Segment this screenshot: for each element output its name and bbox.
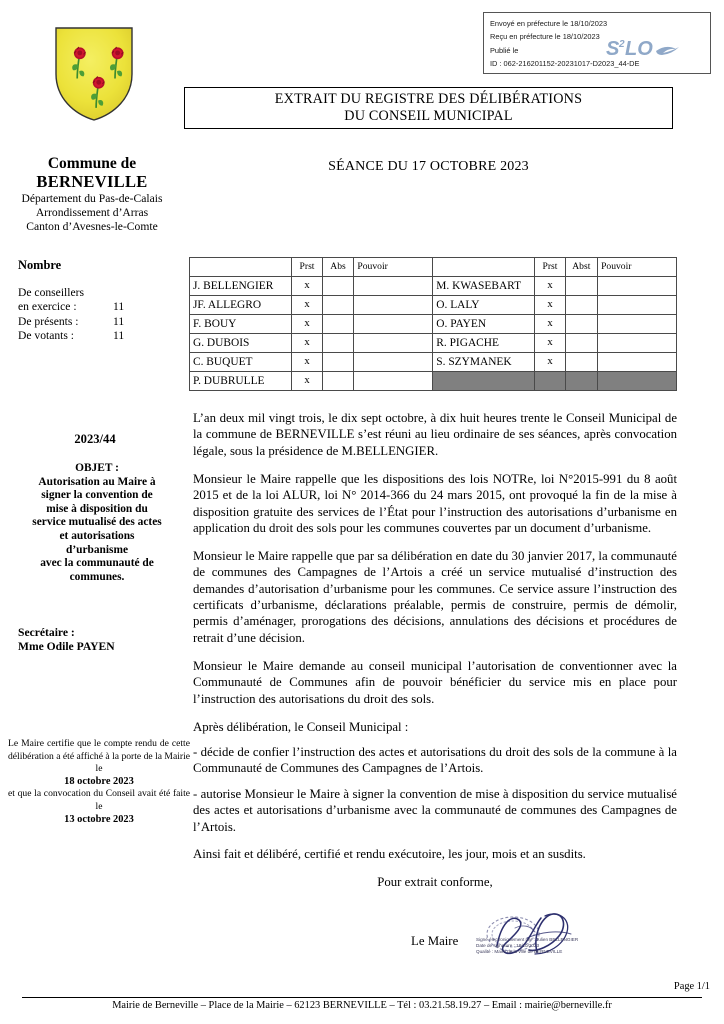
prefecture-sent-line: Envoyé en préfecture le 18/10/2023: [490, 19, 608, 28]
cell-right-abst-empty: [565, 372, 597, 391]
cell-left-name: G. DUBOIS: [190, 334, 292, 353]
body-paragraph-demande: Monsieur le Maire demande au conseil municipal l’autorisation de conventionner avec la Communauté de Communes afin de pouvoir bénéficier du service mis en place pour l’instruction des autorisations du droit des sols.: [193, 658, 677, 706]
cell-right-prst: x: [535, 277, 565, 296]
seance-heading: SÉANCE DU 17 OCTOBRE 2023: [328, 159, 529, 174]
commune-departement: Département du Pas-de-Calais: [21, 192, 163, 205]
prefecture-published-line: Publié le: [490, 45, 519, 55]
prefecture-id-line: ID : 062-216201152-20231017-D2023_44-DE: [490, 59, 640, 69]
certification-block: [8, 738, 190, 826]
secretaire-label: Secrétaire :: [18, 626, 75, 639]
header-left-abs: Abs: [322, 258, 354, 277]
cell-right-abst: [565, 277, 597, 296]
cell-left-abs: [322, 296, 354, 315]
table-row: [190, 277, 677, 296]
nombre-value: 11: [113, 329, 125, 343]
secretaire-name: Mme Odile PAYEN: [18, 640, 115, 654]
svg-text:S: S: [606, 38, 620, 60]
cell-left-name: J. BELLENGIER: [190, 277, 292, 296]
cell-right-prst: x: [535, 315, 565, 334]
objet-label: OBJET :: [75, 462, 119, 474]
footer-contact-text: Mairie de Berneville – Place de la Mairie – 62123 BERNEVILLE – Tél : 03.21.58.19.27 – Email : mairie@berneville.fr: [112, 1000, 612, 1011]
cell-right-abst: [565, 296, 597, 315]
nombre-label: en exercice :: [18, 300, 77, 314]
commune-canton: Canton d’Avesnes-le-Comte: [26, 220, 158, 234]
objet-line-4: service mutualisé des actes: [32, 516, 162, 529]
cell-left-abs: [322, 334, 354, 353]
nombre-row-votants: [18, 329, 178, 343]
certification-affichage-date: 18 octobre 2023: [64, 775, 134, 787]
objet-line-5: et autorisations: [59, 529, 135, 542]
cell-right-pouvoir: [598, 315, 677, 334]
table-row: [190, 315, 677, 334]
certification-paragraph-2: et que la convocation du Conseil avait été faite le: [8, 788, 190, 812]
signature-area: [193, 920, 677, 978]
objet-line-3: mise à disposition du: [46, 502, 148, 515]
cell-right-name: M. KWASEBART: [433, 277, 535, 296]
cell-right-prst: x: [535, 353, 565, 372]
body-paragraph-opening: L’an deux mil vingt trois, le dix sept octobre, à dix huit heures trente le Conseil Municipal de la commune de BERNEVILLE s’est réuni au lieu ordinaire de ses séances, après convocation légale, sous la présidence de M.BELLENGIER.: [193, 411, 677, 458]
nombre-row-conseillers: [18, 286, 178, 300]
cell-left-abs: [322, 372, 354, 391]
cell-right-name-empty: [433, 372, 535, 391]
header-left-prst: Prst: [292, 258, 322, 277]
footer-divider: [22, 997, 702, 998]
cell-right-name: O. PAYEN: [433, 315, 535, 334]
document-title-line1: EXTRAIT DU REGISTRE DES DÉLIBÉRATIONS: [274, 91, 583, 107]
coat-of-arms-crest-icon: [52, 26, 136, 122]
cell-right-pouvoir: [598, 353, 677, 372]
cell-right-pouvoir: [598, 334, 677, 353]
body-paragraph-apres-deliberation: Après délibération, le Conseil Municipal :: [193, 719, 409, 734]
cell-left-abs: [322, 277, 354, 296]
nombre-block: [18, 258, 178, 344]
objet-line-6: d’urbanisme: [65, 543, 129, 556]
table-row: [190, 334, 677, 353]
svg-text:2: 2: [619, 39, 625, 50]
cell-left-prst: x: [292, 296, 322, 315]
body-decision-decide: - décide de confier l’instruction des actes et autorisations du droit des sols de la commune à la Communauté de Communes des Campagnes de l’Artois.: [193, 744, 677, 776]
signature-date-line: Date de signature : 18/10/2023: [476, 943, 540, 949]
nombre-label: De votants :: [18, 329, 75, 343]
nombre-label: De conseillers: [18, 286, 84, 299]
nombre-row-presents: [18, 315, 178, 329]
nombre-value: 11: [113, 300, 125, 314]
cell-left-pouvoir: [354, 296, 433, 315]
cell-right-abst: [565, 353, 597, 372]
signature-quality-line: Qualité : Maire de la ville de BERNEVILLE: [476, 949, 563, 955]
page-number: Page 1/1: [673, 981, 710, 992]
commune-title-line2: BERNEVILLE: [36, 172, 148, 191]
certification-paragraph-1: Le Maire certifie que le compte rendu de cette délibération a été affiché à la porte de la Mairie le: [8, 738, 190, 775]
cell-left-name: JF. ALLEGRO: [190, 296, 292, 315]
cell-left-pouvoir: [354, 353, 433, 372]
nombre-label: De présents :: [18, 314, 79, 328]
cell-right-prst: x: [535, 296, 565, 315]
cell-left-pouvoir: [354, 334, 433, 353]
cell-right-name: S. SZYMANEK: [433, 353, 535, 372]
document-title-box: [184, 87, 673, 129]
commune-subtitle: [0, 192, 184, 235]
commune-title-line1: Commune de: [47, 155, 137, 172]
electronic-signature-metadata: [476, 937, 626, 956]
body-decision-autorise: - autorise Monsieur le Maire à signer la convention de mise à disposition du service mutualisé des actes et autorisations d’urbanisme avec la communauté de communes des Campagnes de l’Artois.: [193, 786, 677, 834]
objet-line-8: communes.: [69, 570, 125, 583]
deliberation-body: [193, 410, 677, 902]
cell-left-prst: x: [292, 334, 322, 353]
cell-left-abs: [322, 353, 354, 372]
cell-right-abst: [565, 334, 597, 353]
cell-left-pouvoir: [354, 277, 433, 296]
cell-left-prst: x: [292, 372, 322, 391]
cell-right-pouvoir: [598, 277, 677, 296]
nombre-value: 11: [113, 314, 125, 328]
cell-right-abst: [565, 315, 597, 334]
nombre-heading: Nombre: [18, 258, 62, 272]
cell-left-prst: x: [292, 353, 322, 372]
cell-left-pouvoir: [354, 372, 433, 391]
body-paragraph-lois: Monsieur le Maire rappelle que les dispositions des lois NOTRe, loi N°2015-991 du 8 août 2015 et de la loi ALUR, loi N° 2014-366 du 24 mars 2015, ont provoqué la fin de la mise à disposition gratuite des services de l’État pour l’instruction des autorisations d’urbanisme en application du droit des sols pour les communes couvertes par un document d’urbanisme.: [193, 471, 677, 535]
header-right-name: [433, 258, 535, 277]
objet-line-7: avec la communauté de: [40, 557, 154, 570]
objet-line-2: signer la convention de: [41, 489, 153, 502]
header-right-prst: Prst: [535, 258, 565, 277]
signature-role-label: Le Maire: [411, 934, 459, 948]
table-row: [190, 372, 677, 391]
cell-left-pouvoir: [354, 315, 433, 334]
cell-left-name: C. BUQUET: [190, 353, 292, 372]
cell-right-name: O. LALY: [433, 296, 535, 315]
header-right-pouvoir: Pouvoir: [598, 258, 677, 277]
cell-left-prst: x: [292, 277, 322, 296]
cell-right-prst: x: [535, 334, 565, 353]
body-paragraph-ainsi-fait: Ainsi fait et délibéré, certifié et rendu exécutoire, les jour, mois et an susdits.: [193, 847, 586, 862]
body-paragraph-service-mutualise: Monsieur le Maire rappelle que par sa délibération en date du 30 janvier 2017, la communauté de communes des Campagnes de l’Artois a créé un service mutualisé d’instruction des demandes d’autorisation d’urbanisme pour les communes. Ce service assure l’instruction des certificats d’urbanisme, déclarations préalable, permis de construire, permis de démolir, permis d’aménager, prorogations des décisions, annulations des décisions et procédures de retrait d’une décision.: [193, 548, 677, 645]
table-header-row: [190, 258, 677, 277]
cell-right-pouvoir-empty: [598, 372, 677, 391]
prefecture-received-line: Reçu en préfecture le 18/10/2023: [490, 32, 600, 42]
certification-convocation-date: 13 octobre 2023: [64, 813, 134, 825]
header-right-abst: Abst: [565, 258, 597, 277]
nombre-row-en-exercice: [18, 300, 178, 314]
header-left-name: [190, 258, 292, 277]
cell-left-name: P. DUBRULLE: [190, 372, 292, 391]
objet-line-1: Autorisation au Maire à: [38, 475, 156, 488]
commune-title: [0, 155, 184, 191]
signature-signer-line: Signé électroniquement par : Julien BELLENGIER: [476, 937, 579, 942]
svg-text:LO: LO: [625, 38, 653, 60]
table-row: [190, 353, 677, 372]
table-row: [190, 296, 677, 315]
body-pour-extrait-conforme: Pour extrait conforme,: [377, 875, 493, 890]
deliberation-reference-number: 2023/44: [74, 432, 116, 446]
cell-left-abs: [322, 315, 354, 334]
cell-left-prst: x: [292, 315, 322, 334]
header-left-pouvoir: Pouvoir: [354, 258, 433, 277]
cell-right-prst-empty: [535, 372, 565, 391]
objet-block: [4, 462, 190, 584]
cell-left-name: F. BOUY: [190, 315, 292, 334]
secretaire-block: [18, 626, 188, 655]
commune-arrondissement: Arrondissement d’Arras: [35, 206, 149, 220]
document-title-line2: DU CONSEIL MUNICIPAL: [344, 108, 513, 124]
cell-right-name: R. PIGACHE: [433, 334, 535, 353]
prefecture-stamp-box: [483, 12, 711, 74]
cell-right-pouvoir: [598, 296, 677, 315]
attendance-table: [189, 257, 677, 391]
